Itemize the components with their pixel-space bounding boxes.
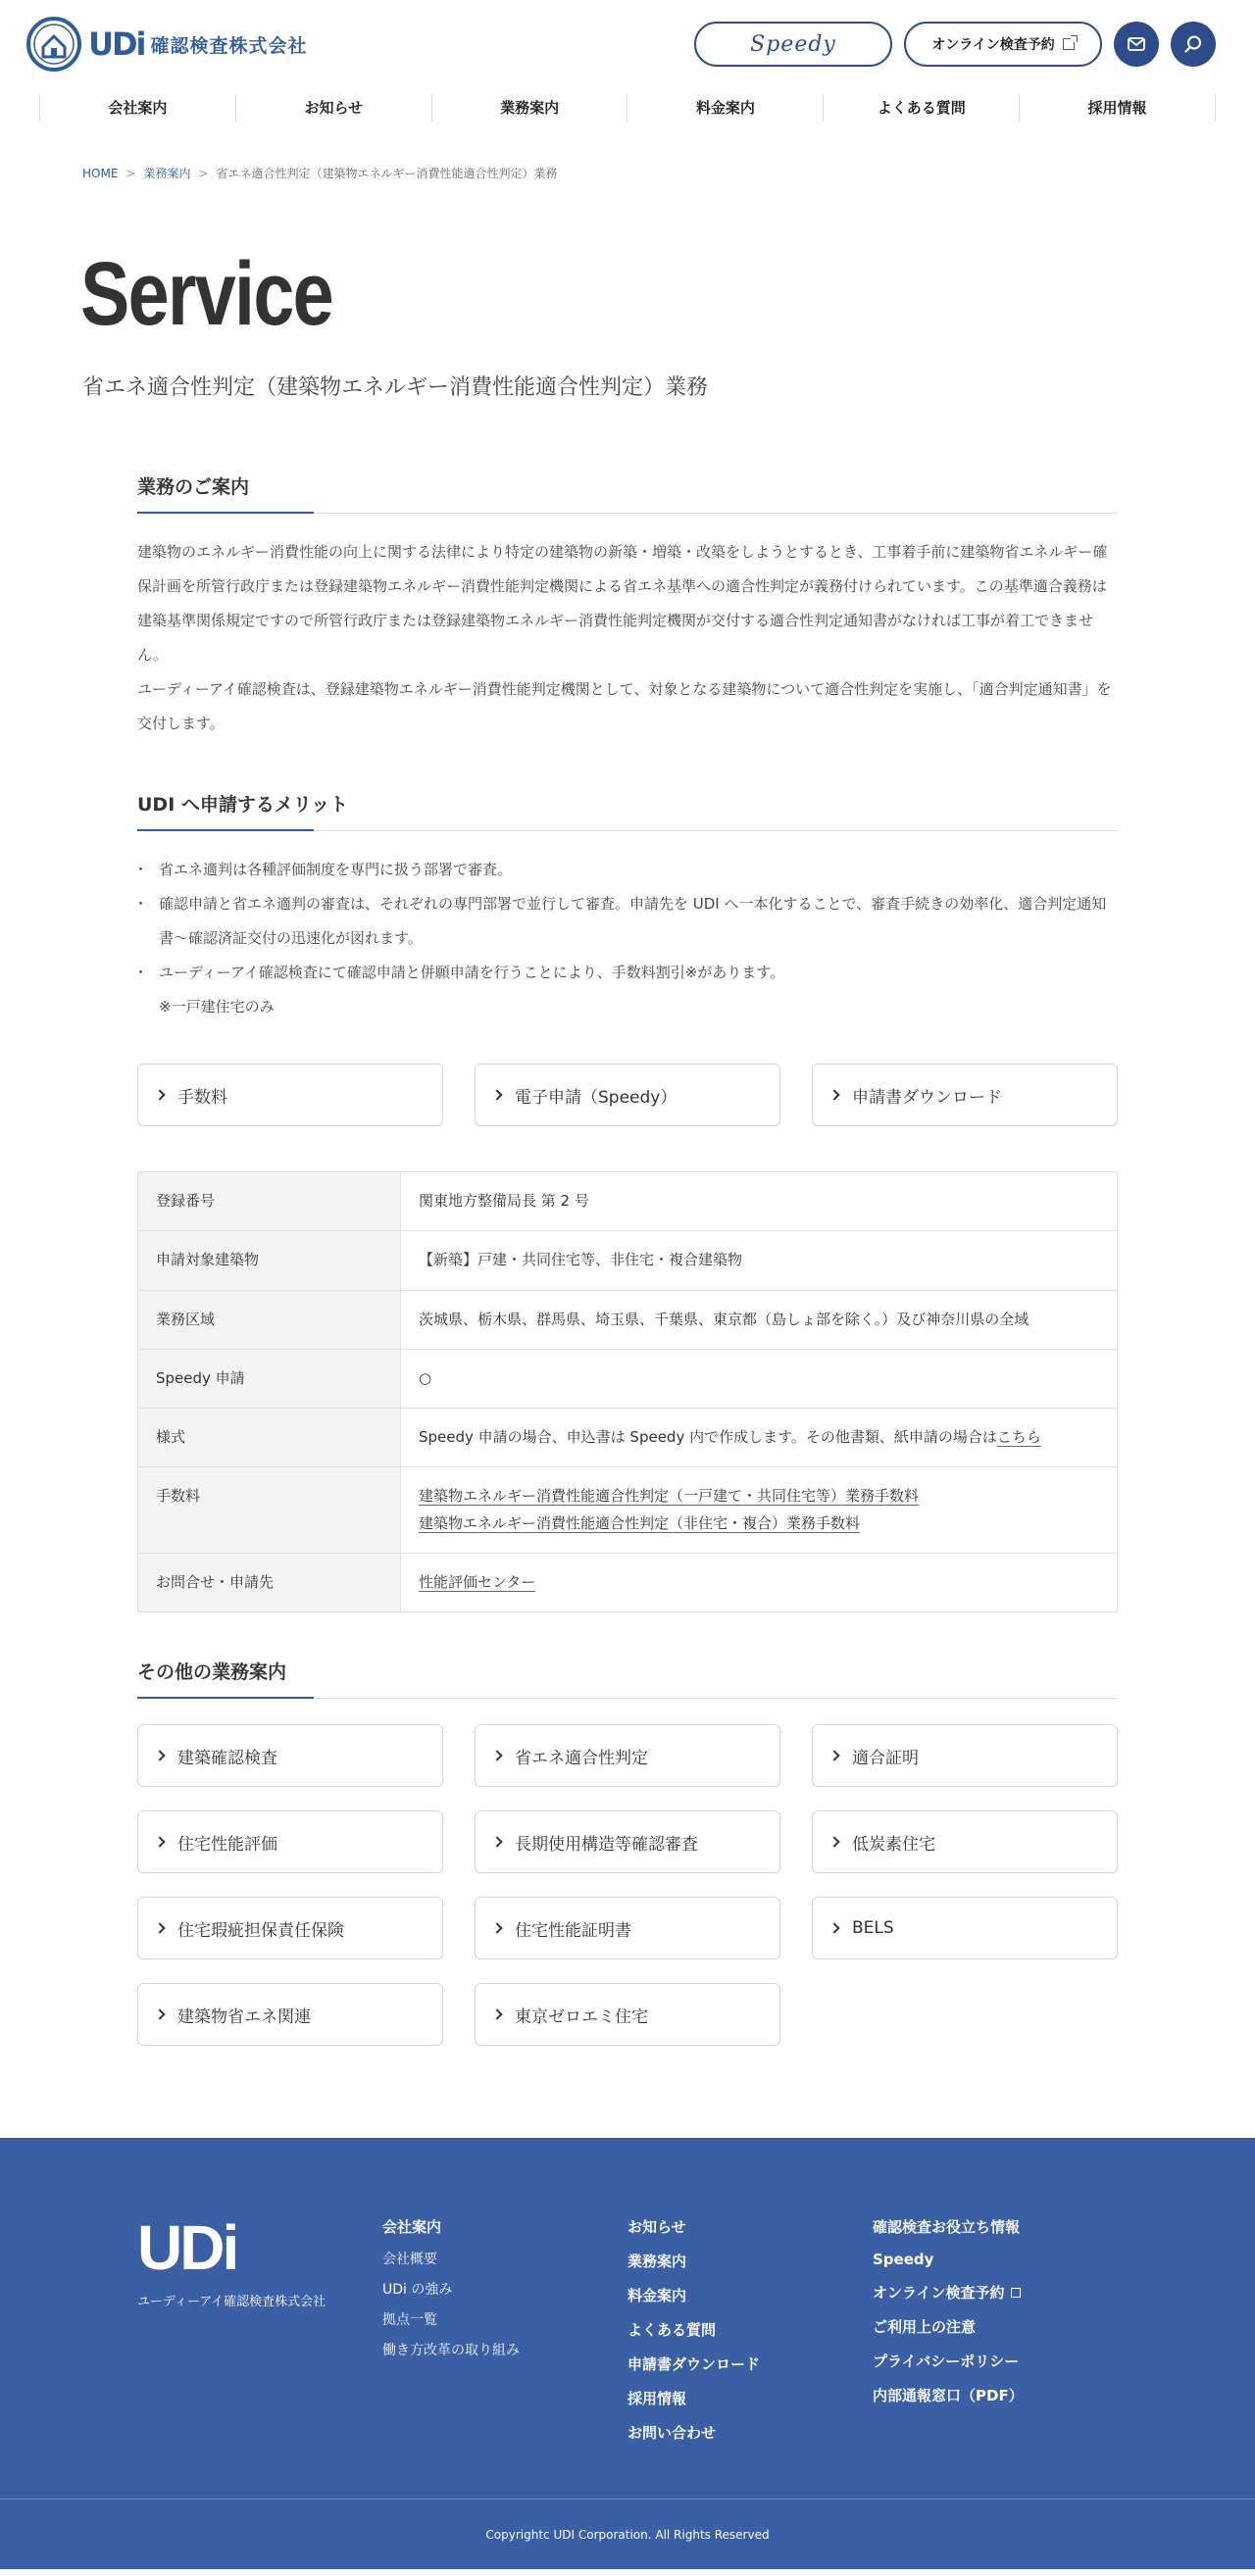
chevron-right-icon [828,1836,839,1847]
footer-logo-mark: UDi [137,2212,237,2283]
merit-note: ※一戸建住宅のみ [159,998,275,1016]
link-label: 住宅性能証明書 [515,1920,631,1941]
link-label: 適合証明 [852,1748,919,1768]
row-value: 関東地方整備局長 第 2 号 [401,1172,1118,1231]
chevron-right-icon [154,2008,165,2019]
chevron-right-icon [154,1750,165,1760]
row-label: 登録番号 [138,1172,401,1231]
fee-link-button[interactable] [137,1064,443,1126]
page-subtitle: 省エネ適合性判定（建築物エネルギー消費性能適合性判定）業務 [82,375,709,400]
link-label: 建築確認検査 [177,1748,277,1768]
mail-icon [1126,33,1147,55]
service-link-button[interactable] [137,1897,443,1959]
row-value [401,1553,1118,1611]
footer-col-company [382,2216,520,2370]
footer-col-main [628,2216,760,2456]
chevron-right-icon [491,1836,502,1847]
table-row [138,1290,1118,1349]
link-label: 長期使用構造等確認審査 [515,1834,698,1855]
row-label: お問合せ・申請先 [138,1553,401,1611]
merit-item: ・ 確認申請と省エネ適判の審査は、それぞれの専門部署で並行して審査。申請先を UDI へ一本化することで、審査手続きの効率化、適合判定通知書〜確認済証交付の迅速化が図れます。 [137,887,1118,956]
row-label: 業務区域 [138,1290,401,1349]
breadcrumb-separator: > [126,167,136,180]
nav-news[interactable]: お知らせ [235,94,431,122]
footer-online-booking-link[interactable] [873,2282,1024,2303]
chevron-right-icon [491,1089,502,1100]
mail-button[interactable] [1114,22,1159,67]
footer-link[interactable]: UDi の強み [382,2282,453,2298]
link-label: BELS [852,1918,894,1938]
footer-link[interactable]: よくある質問 [628,2321,717,2339]
page-title: Service [80,244,332,344]
row-value: ○ [401,1349,1118,1408]
quick-links [137,1064,1118,1126]
merit-section [137,790,1118,1024]
other-services-section [137,1658,1118,2046]
link-label: 住宅性能評価 [177,1834,277,1855]
table-row [138,1409,1118,1467]
download-link-button[interactable] [812,1064,1118,1126]
footer-link[interactable]: 業務案内 [628,2253,687,2270]
copyright: Copyrightc UDI Corporation. All Rights Reserved [0,2499,1255,2569]
site-logo[interactable] [25,16,308,73]
footer-link[interactable]: 採用情報 [628,2390,687,2407]
chevron-right-icon [491,1750,502,1760]
footer-link[interactable]: プライバシーポリシー [873,2353,1020,2370]
table-row [138,1349,1118,1408]
main-content [137,472,1118,2046]
table-row [138,1467,1118,1554]
footer-link[interactable]: お知らせ [628,2218,686,2236]
speedy-button[interactable]: Speedy [694,22,892,67]
brand-mark: UDi [88,25,145,63]
nav-recruit[interactable]: 採用情報 [1019,94,1216,122]
footer-info-heading[interactable]: 確認検査お役立ち情報 [873,2218,1021,2236]
table-row [138,1231,1118,1290]
service-info-table [137,1171,1118,1612]
footer-link[interactable]: ご利用上の注意 [873,2318,977,2336]
link-label: 低炭素住宅 [852,1834,935,1855]
service-link-button[interactable] [475,1810,780,1873]
footer-link[interactable]: 申請書ダウンロード [628,2355,761,2373]
search-button[interactable] [1171,22,1216,67]
table-row [138,1553,1118,1611]
row-value: 【新築】戸建・共同住宅等、非住宅・複合建築物 [401,1231,1118,1290]
footer-link[interactable]: お問い合わせ [628,2424,717,2442]
breadcrumb [82,165,1255,180]
nav-service[interactable]: 業務案内 [431,94,628,122]
row-value [401,1409,1118,1467]
table-row [138,1172,1118,1231]
merit-heading: UDI へ申請するメリット [137,790,1118,831]
format-text: Speedy 申請の場合、申込書は Speedy 内で作成します。その他書類、紙申請の場合は [419,1428,997,1446]
intro-paragraph-2: ユーディーアイ確認検査は、登録建築物エネルギー消費性能判定機関として、対象となる建築物について適合性判定を実施し、「適合判定通知書」を交付します。 [137,680,1112,732]
footer-company-name: ユーディーアイ確認検査株式会社 [137,2295,326,2309]
footer-link-label: オンライン検査予約 [873,2284,1005,2302]
search-icon [1182,33,1204,55]
service-link-button[interactable] [475,1724,780,1787]
row-label: 申請対象建築物 [138,1231,401,1290]
link-label: 申請書ダウンロード [852,1087,1002,1108]
chevron-right-icon [154,1836,165,1847]
link-label: 東京ゼロエミ住宅 [515,2006,648,2027]
service-link-button[interactable] [812,1724,1118,1787]
contact-center-link[interactable]: 性能評価センター [419,1572,536,1591]
speedy-link-button[interactable] [475,1064,780,1126]
footer-link[interactable]: 働き方改革の取り組み [382,2343,520,2358]
site-header [0,0,1255,137]
brand-name: 確認検査株式会社 [150,34,308,57]
service-link-button[interactable] [475,1897,780,1959]
merit-list [137,853,1118,990]
house-logo-icon [25,16,82,73]
footer-logo[interactable] [137,2212,326,2309]
format-here-link[interactable]: こちら [996,1428,1041,1446]
footer-link[interactable]: 拠点一覧 [382,2312,437,2328]
service-link-button[interactable] [475,1983,780,2046]
footer-col-info [873,2216,1024,2419]
intro-section [137,472,1118,741]
other-services-grid [137,1724,1118,2046]
nav-pricing[interactable]: 料金案内 [627,94,823,122]
row-label: Speedy 申請 [138,1349,401,1408]
row-label: 手数料 [138,1467,401,1554]
external-link-icon [1011,2288,1021,2298]
chevron-right-icon [154,1922,165,1933]
footer-link[interactable]: 内部通報窓口（PDF） [873,2387,1024,2404]
link-label: 住宅瑕疵担保責任保険 [177,1920,344,1941]
service-link-button[interactable] [812,1810,1118,1873]
fee-link-nonresidential[interactable]: 建築物エネルギー消費性能適合性判定（非住宅・複合）業務手数料 [419,1513,861,1532]
online-booking-button[interactable] [904,22,1102,67]
merit-item: ・ 省エネ適判は各種評価制度を専門に扱う部署で審査。 [137,853,1118,887]
nav-company[interactable]: 会社案内 [39,94,235,122]
chevron-right-icon [828,1922,839,1933]
header-actions [694,22,1216,67]
chevron-right-icon [491,1922,502,1933]
row-value: 茨城県、栃木県、群馬県、埼玉県、千葉県、東京都（島しょ部を除く。）及び神奈川県の全域 [401,1290,1118,1349]
footer-link[interactable]: 料金案内 [628,2287,687,2304]
site-footer [0,2138,1255,2569]
row-value [401,1467,1118,1554]
breadcrumb-current: 省エネ適合性判定（建築物エネルギー消費性能適合性判定）業務 [216,167,558,180]
breadcrumb-separator: > [198,167,209,180]
footer-link[interactable]: 会社概要 [382,2252,437,2267]
online-booking-label: オンライン検査予約 [931,37,1055,53]
service-link-button[interactable] [137,1983,443,2046]
breadcrumb-service[interactable]: 業務案内 [143,167,191,180]
nav-faq[interactable]: よくある質問 [823,94,1019,122]
global-nav [39,94,1216,122]
row-label: 様式 [138,1409,401,1467]
link-label: 電子申請（Speedy） [515,1087,678,1108]
chevron-right-icon [828,1089,839,1100]
service-link-button[interactable] [812,1897,1118,1959]
chevron-right-icon [828,1750,839,1760]
link-label: 建築物省エネ関連 [177,2006,311,2027]
chevron-right-icon [491,2008,502,2019]
footer-company-link[interactable]: 会社案内 [382,2218,442,2236]
link-label: 省エネ適合性判定 [515,1748,648,1768]
footer-link[interactable]: Speedy [873,2251,934,2268]
external-link-icon [1063,38,1075,50]
fee-link-residential[interactable]: 建築物エネルギー消費性能適合性判定（一戸建て・共同住宅等）業務手数料 [419,1487,920,1506]
breadcrumb-home[interactable]: HOME [82,167,119,180]
intro-heading: 業務のご案内 [137,472,1118,514]
link-label: 手数料 [177,1087,227,1108]
other-services-heading: その他の業務案内 [137,1658,1118,1699]
service-link-button[interactable] [137,1724,443,1787]
service-link-button[interactable] [137,1810,443,1873]
intro-paragraph-1: 建築物のエネルギー消費性能の向上に関する法律により特定の建築物の新築・増築・改築をしようとするとき、工事着手前に建築物省エネルギー確保計画を所管行政庁または登録建築物エネルギー消費性能判定機関による省エネ基準への適合性判定が義務付けられています。この基準適合義務は建築基準関係規定ですので所管行政庁または登録建築物エネルギー消費性能判定機関が交付する適合性判定通知書がなければ工事が着工できません。 [137,543,1108,664]
merit-item: ・ ユーディーアイ確認検査にて確認申請と併願申請を行うことにより、手数料割引※があります。 [137,956,1118,990]
chevron-right-icon [154,1089,165,1100]
